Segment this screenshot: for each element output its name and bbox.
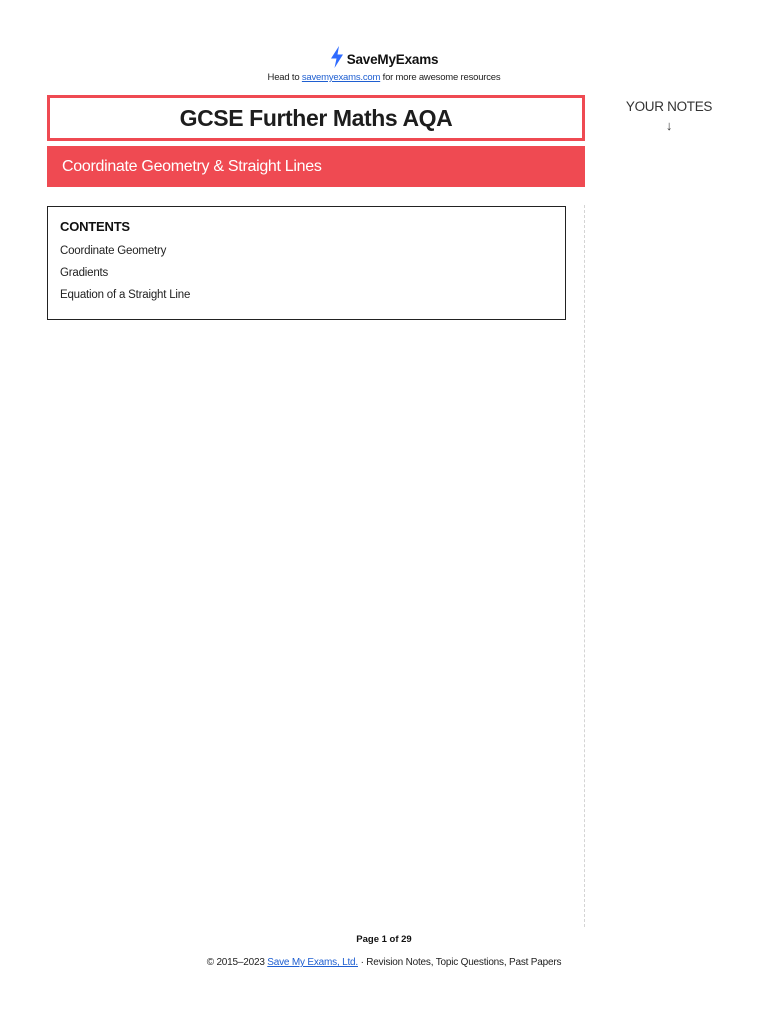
your-notes-label: [610, 98, 728, 135]
your-notes-text: YOUR NOTES: [625, 99, 713, 114]
savemyexams-link[interactable]: savemyexams.com: [301, 72, 381, 83]
contents-list: [60, 244, 190, 310]
contents-heading: CONTENTS: [60, 219, 130, 234]
lightning-bolt-icon: [330, 46, 344, 73]
subtitle-banner: [47, 146, 585, 187]
save-my-exams-link[interactable]: Save My Exams, Ltd.: [267, 957, 358, 968]
section-subtitle: Coordinate Geometry & Straight Lines: [62, 157, 322, 175]
tagline: [0, 72, 768, 83]
page-number: Page 1 of 29: [356, 934, 412, 945]
page-title: GCSE Further Maths AQA: [179, 104, 453, 131]
contents-item-coordinate-geometry[interactable]: Coordinate Geometry: [60, 245, 167, 257]
copyright-prefix: © 2015–2023: [206, 957, 268, 968]
copyright-suffix: · Revision Notes, Topic Questions, Past Papers: [357, 957, 562, 968]
contents-item-equation-of-a-straight-line[interactable]: Equation of a Straight Line: [60, 289, 191, 301]
arrow-down-icon: ↓: [665, 118, 673, 133]
title-box: [47, 95, 585, 141]
footer: [0, 957, 768, 968]
notes-divider: [584, 205, 585, 927]
contents-item-gradients[interactable]: Gradients: [60, 267, 109, 279]
brand-name: SaveMyExams: [346, 52, 439, 67]
brand-header: [0, 46, 768, 73]
tagline-suffix: for more awesome resources: [380, 72, 501, 83]
tagline-prefix: Head to: [267, 72, 302, 83]
contents-box: [47, 206, 566, 320]
